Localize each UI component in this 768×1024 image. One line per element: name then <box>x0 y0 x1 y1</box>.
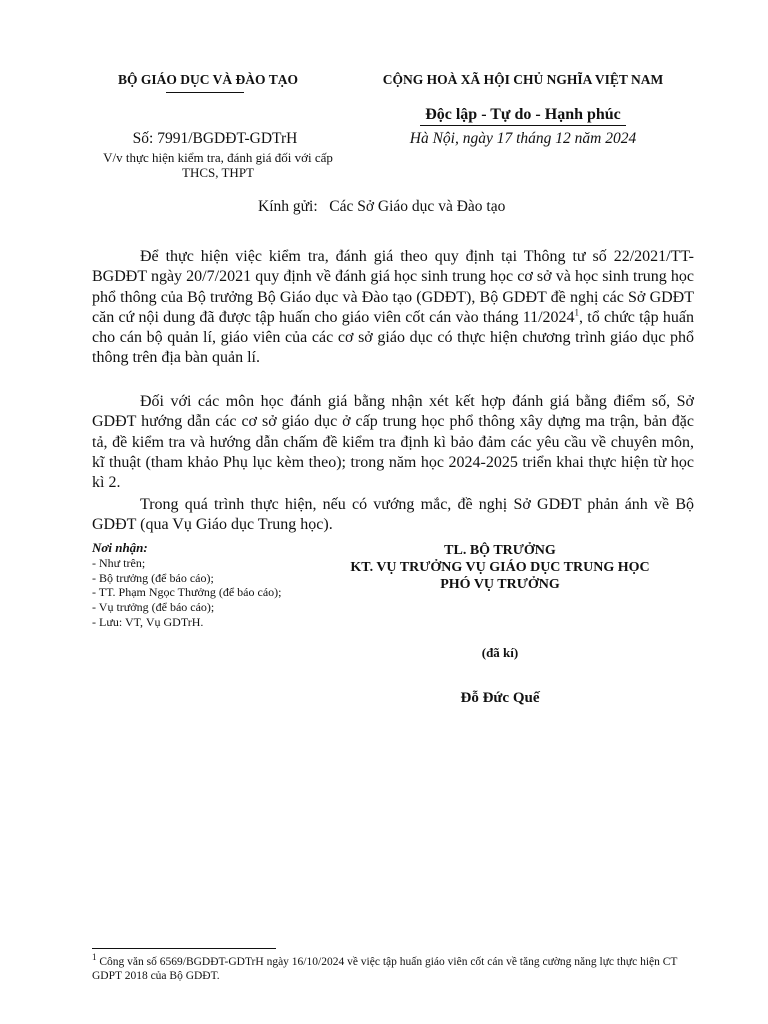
paragraph-2-text: Đối với các môn học đánh giá bằng nhận xét kết hợp đánh giá bằng điểm số, Sở GDĐT hướng dẫn các cơ sở giáo dục ở cấp trung học phổ thông xây dựng ma trận, bản đặc tả, đề kiểm tra và hướng dẫn chấm đề kiểm tra định kì bảo đảm các yêu cầu về chuyên môn, kĩ thuật (tham khảo Phụ lục kèm theo); trong năm học 2024-2025 triển khai thực hiện từ học kì 2. <box>92 393 694 492</box>
signed-note: (đã kí) <box>481 645 519 660</box>
body-paragraph-2 <box>92 392 694 493</box>
issuing-organization: BỘ GIÁO DỤC VÀ ĐÀO TẠO <box>118 72 298 87</box>
footnote <box>92 952 692 983</box>
motto-underline <box>420 125 626 126</box>
recipient-label: Kính gửi: <box>258 198 318 215</box>
signature-position: PHÓ VỤ TRƯỞNG <box>440 577 560 592</box>
place-and-date: Hà Nội, ngày 17 tháng 12 năm 2024 <box>409 130 637 147</box>
footnote-marker: 1 <box>92 952 97 963</box>
footnote-separator <box>92 948 276 949</box>
document-subject: V/v thực hiện kiểm tra, đánh giá đối với cấp THCS, THPT <box>103 150 333 180</box>
signature-block <box>330 542 670 593</box>
body-paragraph-3 <box>92 495 694 536</box>
signer-name: Đỗ Đức Quế <box>460 690 540 706</box>
body-paragraph-1 <box>92 247 694 369</box>
paragraph-3-text: Trong quá trình thực hiện, nếu có vướng mắc, đề nghị Sở GDĐT phản ánh về Bộ GDĐT (qua Vụ Giáo dục Trung học). <box>92 496 694 534</box>
republic-title: CỘNG HOÀ XÃ HỘI CHỦ NGHĨA VIỆT NAM <box>382 72 664 87</box>
paragraph-1-text-cont: , tổ chức tập huấn cho cán bộ quản lí, giáo viên của các cơ sở giáo dục có thực hiện chương trình giáo dục phổ thông trên địa bàn quản lí. <box>92 308 694 367</box>
recipient-item: - Lưu: VT, Vụ GDTrH. <box>92 614 204 629</box>
recipient-item: - Như trên; <box>92 555 146 570</box>
recipients-list <box>92 556 332 630</box>
recipient-line <box>258 198 505 216</box>
paragraph-1-text: Để thực hiện việc kiểm tra, đánh giá theo quy định tại Thông tư số 22/2021/TT-BGDĐT ngày 20/7/2021 quy định về đánh giá học sinh trung học cơ sở và học sinh trung học phổ thông của Bộ trưởng Bộ Giáo dục và Đào tạo (GDĐT), Bộ GDĐT đề nghị các Sở GDĐT căn cứ nội dung đã được tập huấn cho giáo viên cốt cán vào tháng 11/2024 <box>92 248 694 326</box>
org-underline <box>166 92 244 93</box>
recipient-item: - Vụ trưởng (để báo cáo); <box>92 600 215 615</box>
recipients-title: Nơi nhận: <box>92 540 148 555</box>
document-number: Số: 7991/BGDĐT-GDTrH <box>132 130 298 147</box>
recipient-item: - TT. Phạm Ngọc Thưởng (để báo cáo); <box>92 585 282 600</box>
national-motto: Độc lập - Tự do - Hạnh phúc <box>425 106 621 123</box>
footnote-reference: 1 <box>574 307 580 318</box>
signature-deputy-line: KT. VỤ TRƯỞNG VỤ GIÁO DỤC TRUNG HỌC <box>350 560 650 575</box>
recipient-value: Các Sở Giáo dục và Đào tạo <box>329 198 506 215</box>
recipients-block <box>92 541 332 630</box>
recipient-item: - Bộ trưởng (để báo cáo); <box>92 570 214 585</box>
signature-authority-line: TL. BỘ TRƯỞNG <box>444 543 556 558</box>
footnote-text: Công văn số 6569/BGDĐT-GDTrH ngày 16/10/2024 về việc tập huấn giáo viên cốt cán về tăng cường năng lực thực hiện CT GDPT 2018 của Bộ GDĐT. <box>92 956 678 982</box>
